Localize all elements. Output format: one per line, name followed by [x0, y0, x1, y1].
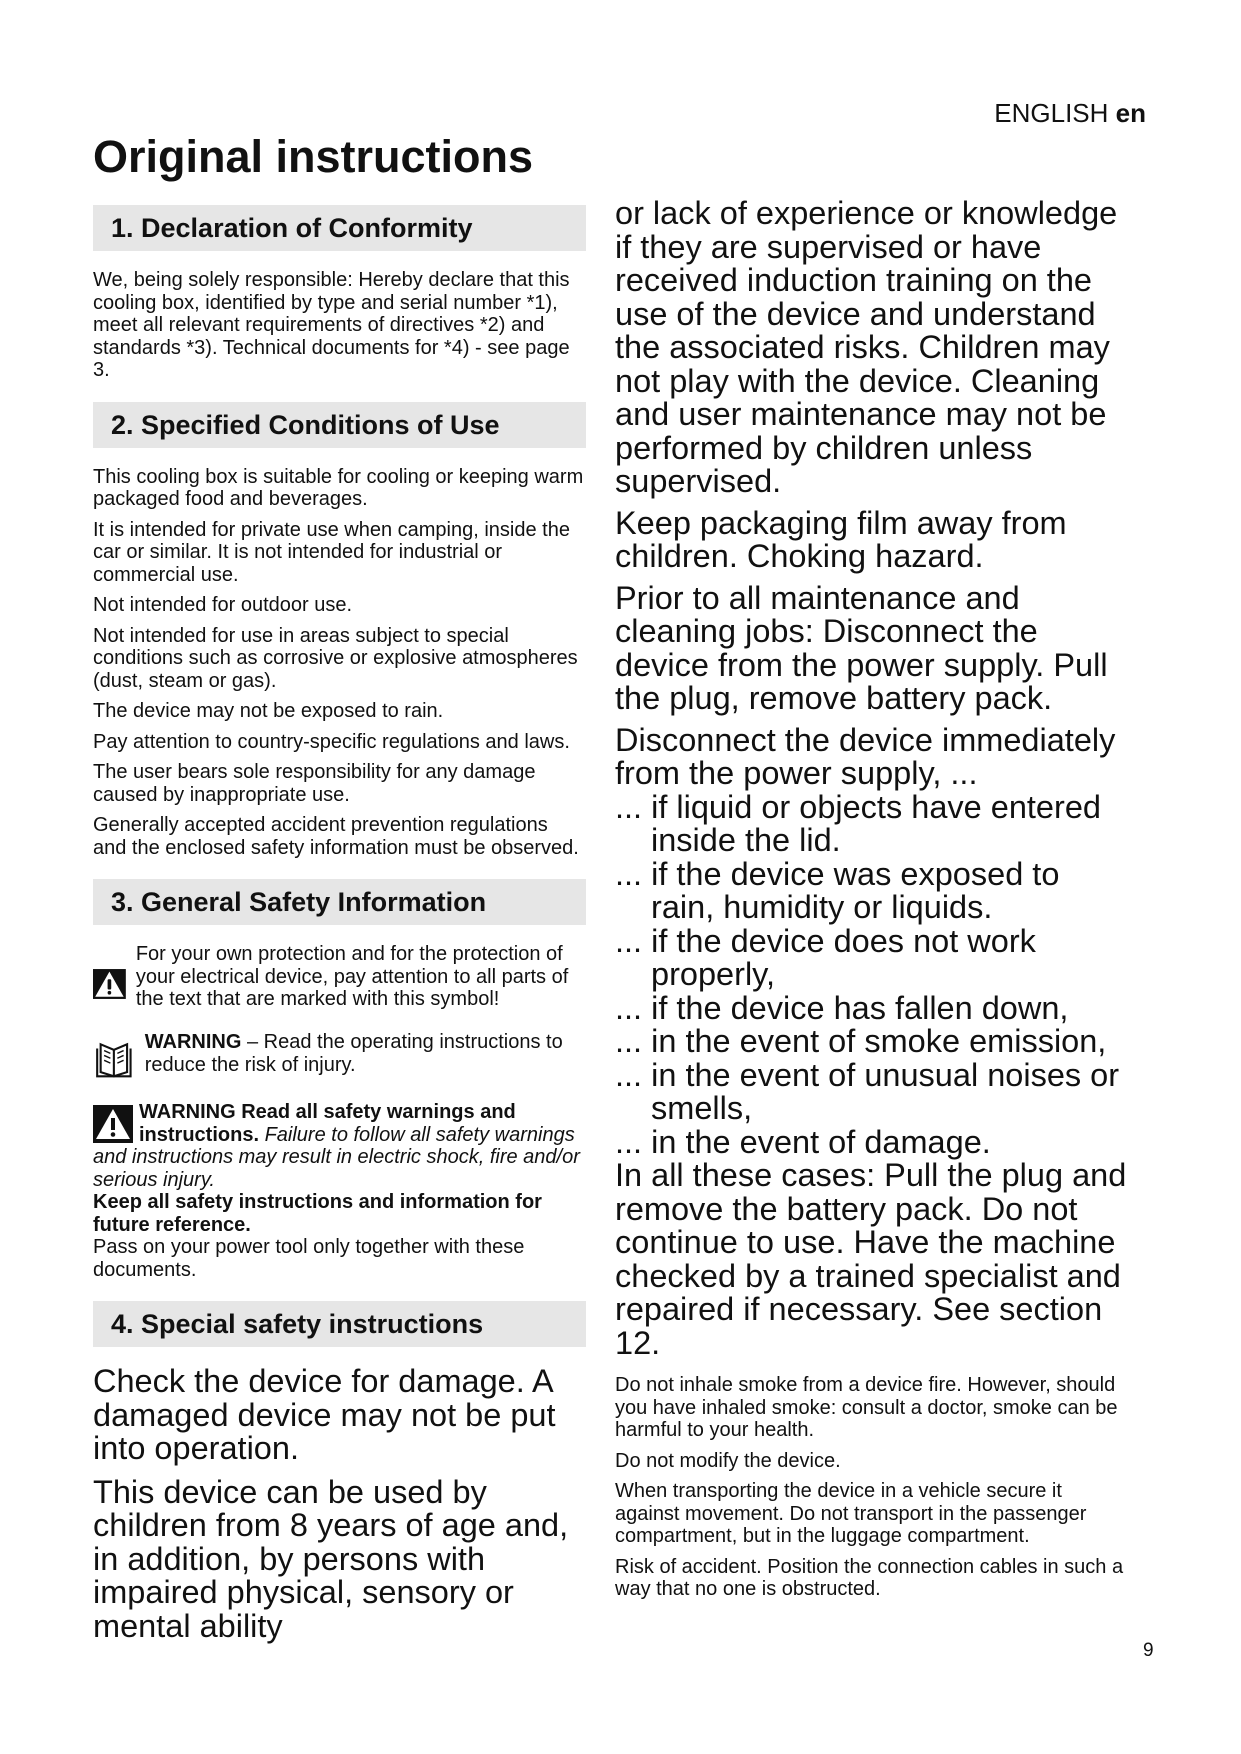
- section-2-body: [93, 466, 586, 860]
- condition-item: ... if the device does not work properly,: [615, 922, 1036, 992]
- manual-note: [93, 1031, 586, 1091]
- transport-text: When transporting the device in a vehicle secure it against movement. Do not transport in the passenger compartment, but in the luggage compartment.: [615, 1480, 1087, 1547]
- warning-triangle-icon: [93, 943, 126, 1025]
- cables-text: Risk of accident. Position the connection cables in such a way that no one is obstructed.: [615, 1555, 1124, 1600]
- condition-item: ... in the event of unusual noises or smells,: [615, 1056, 1120, 1126]
- safety-warning: [93, 1101, 586, 1191]
- use-paragraph: This cooling box is suitable for cooling or keeping warm packaged food and beverages.: [93, 465, 584, 510]
- language-name: ENGLISH: [994, 98, 1109, 128]
- section-1-heading: 1. Declaration of Conformity: [93, 205, 586, 251]
- language-code: en: [1115, 98, 1146, 128]
- section-3-heading: 3. General Safety Information: [93, 879, 586, 925]
- condition-item: ... if the device has fallen down,: [615, 989, 1069, 1026]
- right-column: [615, 197, 1130, 1609]
- packaging-film-text: Keep packaging film away from children. Choking hazard.: [615, 504, 1067, 574]
- safety-warning-italic: Failure to follow all safety warnings and instructions may result in electric shock, fire and/or serious injury.: [93, 1123, 580, 1191]
- safety-warning-bold: WARNING Read all safety warnings and instructions.: [139, 1101, 516, 1146]
- page-number: 9: [1143, 1640, 1154, 1661]
- section-3-body: [93, 943, 586, 1281]
- language-label: [994, 98, 1146, 129]
- symbol-note: [93, 943, 586, 1025]
- all-cases-text: In all these cases: Pull the plug and remove the battery pack. Do not continue to use. Have the machine checked by a trained specialist and repaired if necessary. See section 12.: [615, 1157, 1127, 1361]
- use-paragraph: Not intended for use in areas subject to special conditions such as corrosive or explosive atmospheres (dust, steam or gas).: [93, 624, 578, 692]
- manual-warning-text: – Read the operating instructions to reduce the risk of injury.: [144, 1031, 563, 1076]
- children-text: This device can be used by children from 8 years of age and, in addition, by persons with impaired physical, sensory or mental ability: [93, 1473, 569, 1644]
- smoke-text: Do not inhale smoke from a device fire. However, should you have inhaled smoke: consult a doctor, smoke can be harmful to your health.: [615, 1374, 1118, 1441]
- declaration-text: We, being solely responsible: Hereby declare that this cooling box, identified by type and serial number *1), meet all relevant requirements of directives *2) and standards *3). Technical documents for *4) - see page 3.: [93, 269, 570, 381]
- section-2-heading: 2. Specified Conditions of Use: [93, 402, 586, 448]
- use-paragraph: Pay attention to country-specific regulations and laws.: [93, 730, 570, 753]
- disconnect-intro: Disconnect the device immediately from the power supply, ...: [615, 721, 1116, 791]
- use-paragraph: The device may not be exposed to rain.: [93, 700, 444, 722]
- page-title: Original instructions: [93, 131, 534, 182]
- section-4-heading: 4. Special safety instructions: [93, 1301, 586, 1347]
- modify-text: Do not modify the device.: [615, 1449, 841, 1472]
- keep-instructions: Keep all safety instructions and information for future reference.: [93, 1191, 542, 1236]
- use-paragraph: The user bears sole responsibility for any damage caused by inappropriate use.: [93, 761, 536, 806]
- manual-note-text: [145, 1031, 586, 1076]
- condition-item: ... in the event of damage.: [615, 1123, 991, 1160]
- use-paragraph: It is intended for private use when camping, inside the car or similar. It is not intended for industrial or commercial use.: [93, 518, 570, 586]
- manual-book-icon: [93, 1031, 135, 1091]
- pass-on-note: Pass on your power tool only together with these documents.: [93, 1236, 525, 1281]
- manual-warning-label: WARNING: [144, 1031, 242, 1053]
- use-paragraph: Generally accepted accident prevention regulations and the enclosed safety information must be observed.: [93, 814, 579, 859]
- section-1-body: [93, 269, 586, 382]
- disconnect-conditions-list: [615, 788, 1130, 1160]
- warning-triangle-small-icon: [93, 1105, 133, 1143]
- left-column: [93, 205, 586, 1653]
- check-damage-text: Check the device for damage. A damaged device may not be put into operation.: [93, 1363, 556, 1466]
- children-continued-text: or lack of experience or knowledge if they are supervised or have received induction training on the use of the device and understand the associated risks. Children may not play with the device. Cleaning and user maintenance may not be performed by children unless supervised.: [615, 195, 1118, 499]
- condition-item: ... if the device was exposed to rain, humidity or liquids.: [615, 855, 1060, 925]
- symbol-note-text: For your own protection and for the protection of your electrical device, pay attention to all parts of the text that are marked with this symbol!: [135, 943, 569, 1010]
- condition-item: ... in the event of smoke emission,: [615, 1023, 1107, 1059]
- maintenance-text: Prior to all maintenance and cleaning jobs: Disconnect the device from the power supply. Pull the plug, remove battery pack.: [615, 579, 1108, 716]
- use-paragraph: Not intended for outdoor use.: [93, 594, 353, 616]
- condition-item: ... if liquid or objects have entered inside the lid.: [615, 788, 1101, 858]
